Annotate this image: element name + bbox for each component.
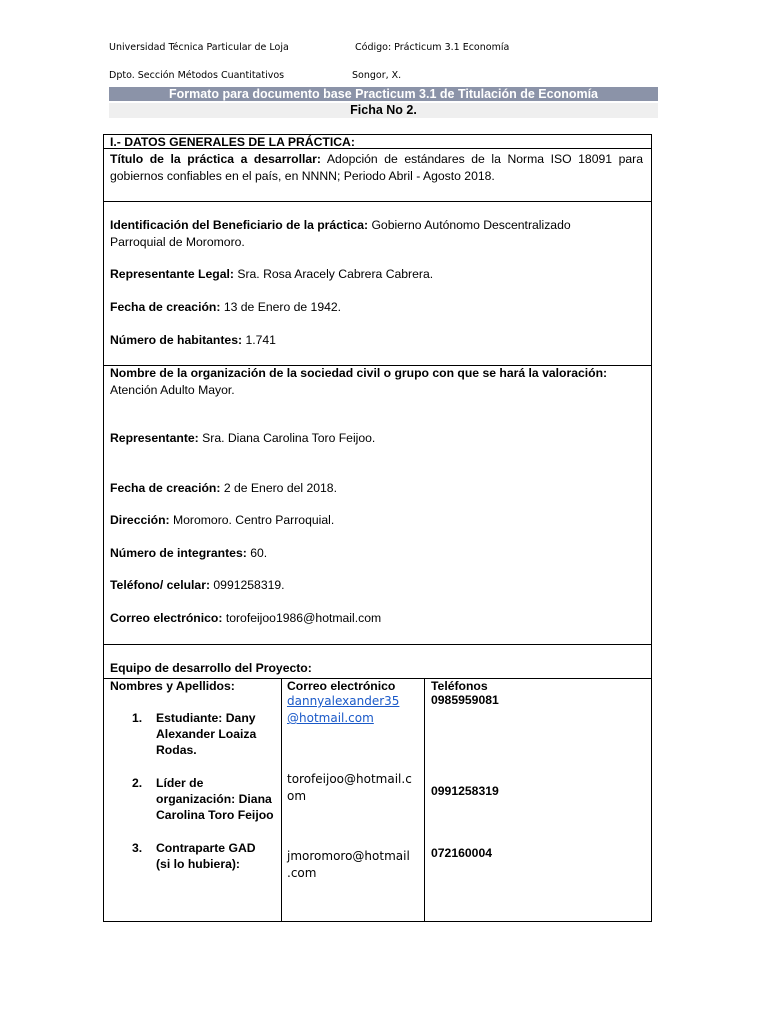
organization-email-label: Correo electrónico: <box>110 611 223 625</box>
organization-creation-date-label: Fecha de creación: <box>110 481 221 495</box>
member-3-number: 3. <box>132 841 143 855</box>
organization-phone-value: 0991258319. <box>213 578 285 592</box>
row-divider <box>104 201 651 202</box>
beneficiary-creation-date-value: 13 de Enero de 1942. <box>223 300 342 314</box>
beneficiary-creation-date <box>110 299 341 316</box>
member-1-name-line: Alexander Loaiza <box>156 727 257 741</box>
member-3-email-line: jmoromoro@hotmail <box>287 849 410 863</box>
organization-members <box>110 545 267 562</box>
member-2-name-line: Carolina Toro Feijoo <box>156 808 274 822</box>
header-author: Songor, X. <box>352 70 402 81</box>
member-1-name-line: Rodas. <box>156 743 197 757</box>
header-university: Universidad Técnica Particular de Loja <box>109 42 289 53</box>
column-header-names: Nombres y Apellidos: <box>110 679 235 693</box>
organization-phone <box>110 577 285 594</box>
legal-representative-label: Representante Legal: <box>110 267 234 281</box>
organization-phone-label: Teléfono/ celular: <box>110 578 210 592</box>
section-heading: I.- DATOS GENERALES DE LA PRÁCTICA: <box>110 135 355 149</box>
team-heading: Equipo de desarrollo del Proyecto: <box>110 661 312 675</box>
column-divider <box>424 678 425 922</box>
member-1-email-line[interactable]: @hotmail.com <box>287 711 374 725</box>
organization-label: Nombre de la organización de la sociedad civil o grupo con que se hará la valoración: <box>110 366 608 380</box>
ficha-number: Ficha No 2. <box>109 103 658 118</box>
population-value: 1.741 <box>245 333 276 347</box>
column-header-email: Correo electrónico <box>287 679 396 693</box>
organization-email <box>110 610 381 627</box>
organization-members-value: 60. <box>250 546 268 560</box>
organization-members-label: Número de integrantes: <box>110 546 247 560</box>
member-2-phone: 0991258319 <box>431 784 499 798</box>
member-1-name-line: Estudiante: Dany <box>156 711 256 725</box>
document-format-title: Formato para documento base Practicum 3.1 de Titulación de Economía <box>109 87 658 101</box>
organization-address-value: Moromoro. Centro Parroquial. <box>173 513 335 527</box>
column-divider <box>281 678 282 922</box>
beneficiary-value-line1: Gobierno Autónomo Descentralizado <box>371 218 571 232</box>
legal-representative-value: Sra. Rosa Aracely Cabrera Cabrera. <box>237 267 434 281</box>
member-1-number: 1. <box>132 711 143 725</box>
member-3-email-line: .com <box>287 866 317 880</box>
organization-representative-label: Representante: <box>110 431 199 445</box>
population-label: Número de habitantes: <box>110 333 243 347</box>
row-divider <box>104 644 651 645</box>
organization-creation-date-value: 2 de Enero del 2018. <box>223 481 337 495</box>
member-2-email-line: torofeijoo@hotmail.c <box>287 772 412 786</box>
member-2-name-line: Líder de <box>156 776 204 790</box>
practice-title-value: Adopción de estándares de la Norma ISO 18091 para gobiernos confiables en el país, en NNNN; Periodo Abril - Agosto 2018. <box>110 152 644 183</box>
member-1-phone: 0985959081 <box>431 693 499 707</box>
member-3-name-line: Contraparte GAD <box>156 841 256 855</box>
organization-representative <box>110 430 375 447</box>
beneficiary-creation-date-label: Fecha de creación: <box>110 300 221 314</box>
organization-address-label: Dirección: <box>110 513 170 527</box>
header-department: Dpto. Sección Métodos Cuantitativos <box>109 70 285 81</box>
practice-title <box>110 151 643 185</box>
organization-representative-value: Sra. Diana Carolina Toro Feijoo. <box>202 431 376 445</box>
beneficiary-value-line2: Parroquial de Moromoro. <box>110 235 245 249</box>
header-code: Código: Prácticum 3.1 Economía <box>355 42 510 53</box>
member-2-email-line: om <box>287 789 307 803</box>
member-3-name-line: (si lo hubiera): <box>156 857 240 871</box>
column-header-phones: Teléfonos <box>431 679 488 693</box>
practice-title-label: Título de la práctica a desarrollar: <box>110 152 321 166</box>
beneficiary-line <box>110 217 571 234</box>
organization-name: Atención Adulto Mayor. <box>110 383 235 397</box>
legal-representative <box>110 266 433 283</box>
beneficiary-label: Identificación del Beneficiario de la práctica: <box>110 218 369 232</box>
organization-creation-date <box>110 480 337 497</box>
member-3-phone: 072160004 <box>431 846 493 860</box>
organization-address <box>110 512 334 529</box>
member-2-name-line: organización: Diana <box>156 792 272 806</box>
member-2-number: 2. <box>132 776 143 790</box>
organization-email-value[interactable]: torofeijoo1986@hotmail.com <box>225 611 382 625</box>
population <box>110 332 276 349</box>
member-1-email-line[interactable]: dannyalexander35 <box>287 694 400 708</box>
